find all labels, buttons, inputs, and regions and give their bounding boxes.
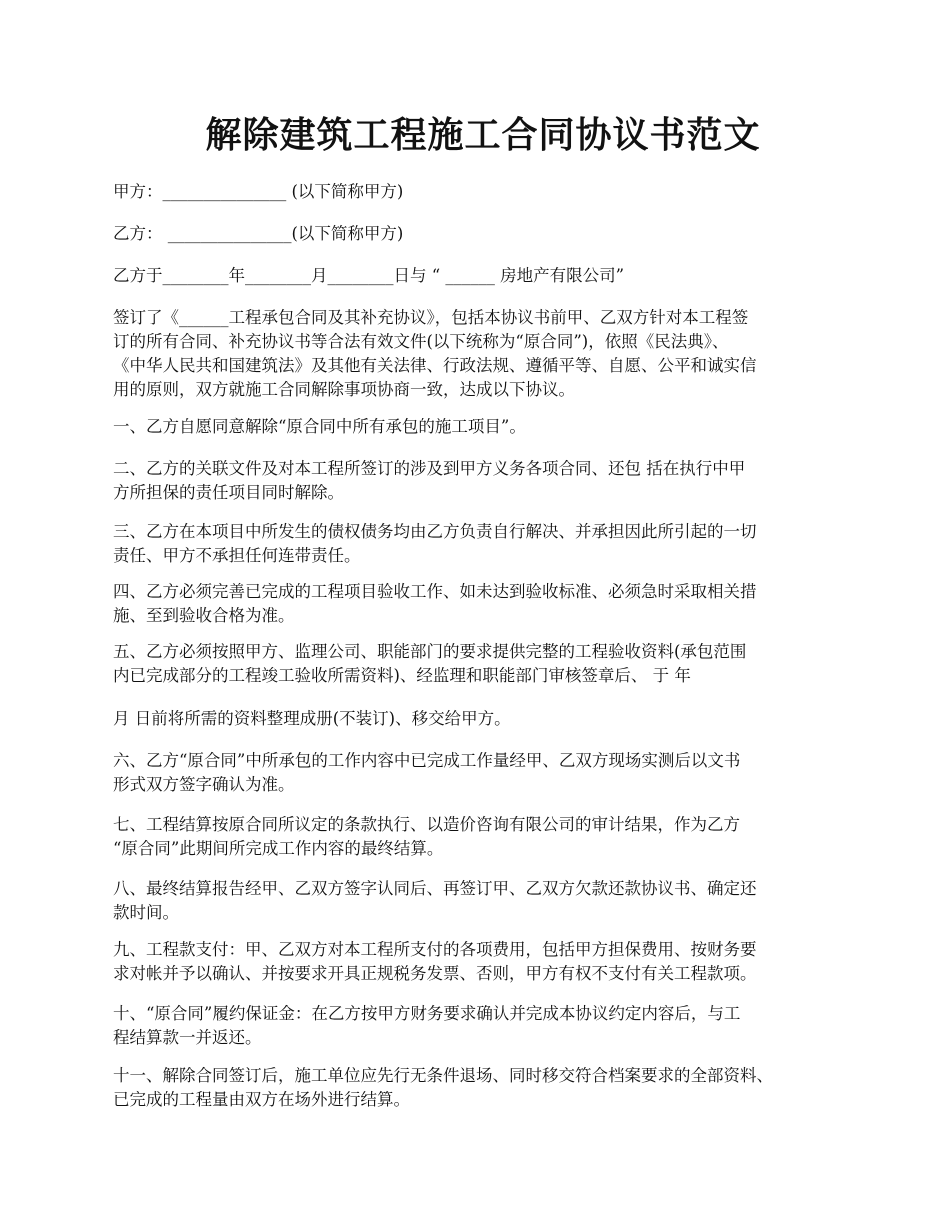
- intro-line: 用的原则，双方就施工合同解除事项协商一致，达成以下协议。: [113, 380, 575, 399]
- clause-6: [113, 749, 853, 797]
- clause-line: “原合同”此期间所完成工作内容的最终结算。: [113, 839, 444, 858]
- clause-line: 施、至到验收合格为准。: [113, 606, 295, 625]
- clause-line: 款时间。: [113, 903, 179, 922]
- intro-line: 签订了《______工程承包合同及其补充协议》，包括本协议书前甲、乙双方针对本工程签: [113, 308, 749, 327]
- clause-4: [113, 580, 853, 628]
- clause-line: 四、乙方必须完善已完成的工程项目验收工作、如未达到验收标准、必须急时采取相关措: [113, 582, 757, 601]
- clause-8: [113, 877, 853, 925]
- clause-line: 程结算款一并返还。: [113, 1028, 262, 1047]
- clause-line: 三、乙方在本项目中所发生的债权债务均由乙方负责自行解决、并承担因此所引起的一切: [113, 522, 757, 541]
- clause-5: [113, 640, 853, 688]
- clause-line: 二、乙方的关联文件及对本工程所签订的涉及到甲方义务各项合同、还包 括在执行中甲: [113, 459, 746, 478]
- clause-line: 十、“原合同”履约保证金：在乙方按甲方财务要求确认并完成本协议约定内容后，与工: [113, 1004, 741, 1023]
- clause-line: 形式双方签字确认为准。: [113, 775, 295, 794]
- party-a-line: 甲方：_______________ (以下简称甲方): [113, 182, 404, 201]
- clause-line: 内已完成部分的工程竣工验收所需资料)、经监理和职能部门审核签章后、 于 年: [113, 666, 691, 685]
- clause-9: [113, 938, 853, 986]
- clause-10: [113, 1002, 853, 1050]
- clause-line: 八、最终结算报告经甲、乙双方签字认同后、再签订甲、乙双方欠款还款协议书、确定还: [113, 879, 757, 898]
- intro-line: 订的所有合同、补充协议书等合法有效文件(以下统称为“原合同”)，依照《民法典》、: [113, 332, 729, 351]
- clause-3: [113, 520, 853, 568]
- clause-line: 已完成的工程量由双方在场外进行结算。: [113, 1090, 410, 1109]
- clause-line: 责任、甲方不承担任何连带责任。: [113, 546, 361, 565]
- clause-line: 方所担保的责任项目同时解除。: [113, 483, 344, 502]
- intro-paragraph: [113, 306, 853, 402]
- clause-line: 月 日前将所需的资料整理成册(不装订)、移交给甲方。: [113, 709, 511, 728]
- clause-line: 九、工程款支付：甲、乙双方对本工程所支付的各项费用，包括甲方担保费用、按财务要: [113, 940, 757, 959]
- clause-line: 十一、解除合同签订后，施工单位应先行无条件退场、同时移交符合档案要求的全部资料、: [113, 1066, 773, 1085]
- clause-1: [113, 415, 853, 439]
- document-title: 解除建筑工程施工合同协议书范文: [205, 115, 761, 156]
- intro-line: 《中华人民共和国建筑法》及其他有关法律、行政法规、遵循平等、自愿、公平和诚实信: [113, 356, 757, 375]
- clause-11: [113, 1064, 853, 1112]
- party-b-line: 乙方： _______________(以下简称甲方): [113, 224, 404, 243]
- clause-line: 六、乙方“原合同”中所承包的工作内容中已完成工作量经甲、乙双方现场实测后以文书: [113, 751, 741, 770]
- clause-2: [113, 457, 853, 505]
- clause-5-continued: [113, 707, 853, 731]
- date-line: 乙方于________年________月________日与 “ ______ 房地产有限公司”: [113, 266, 625, 285]
- clause-line: 七、工程结算按原合同所议定的条款执行、以造价咨询有限公司的审计结果，作为乙方: [113, 815, 740, 834]
- clause-line: 五、乙方必须按照甲方、监理公司、职能部门的要求提供完整的工程验收资料(承包范围: [113, 642, 747, 661]
- clause-7: [113, 813, 853, 861]
- clause-line: 求对帐并予以确认、并按要求开具正规税务发票、否则，甲方有权不支付有关工程款项。: [113, 964, 757, 983]
- clause-line: 一、乙方自愿同意解除“原合同中所有承包的施工项目”。: [113, 417, 526, 436]
